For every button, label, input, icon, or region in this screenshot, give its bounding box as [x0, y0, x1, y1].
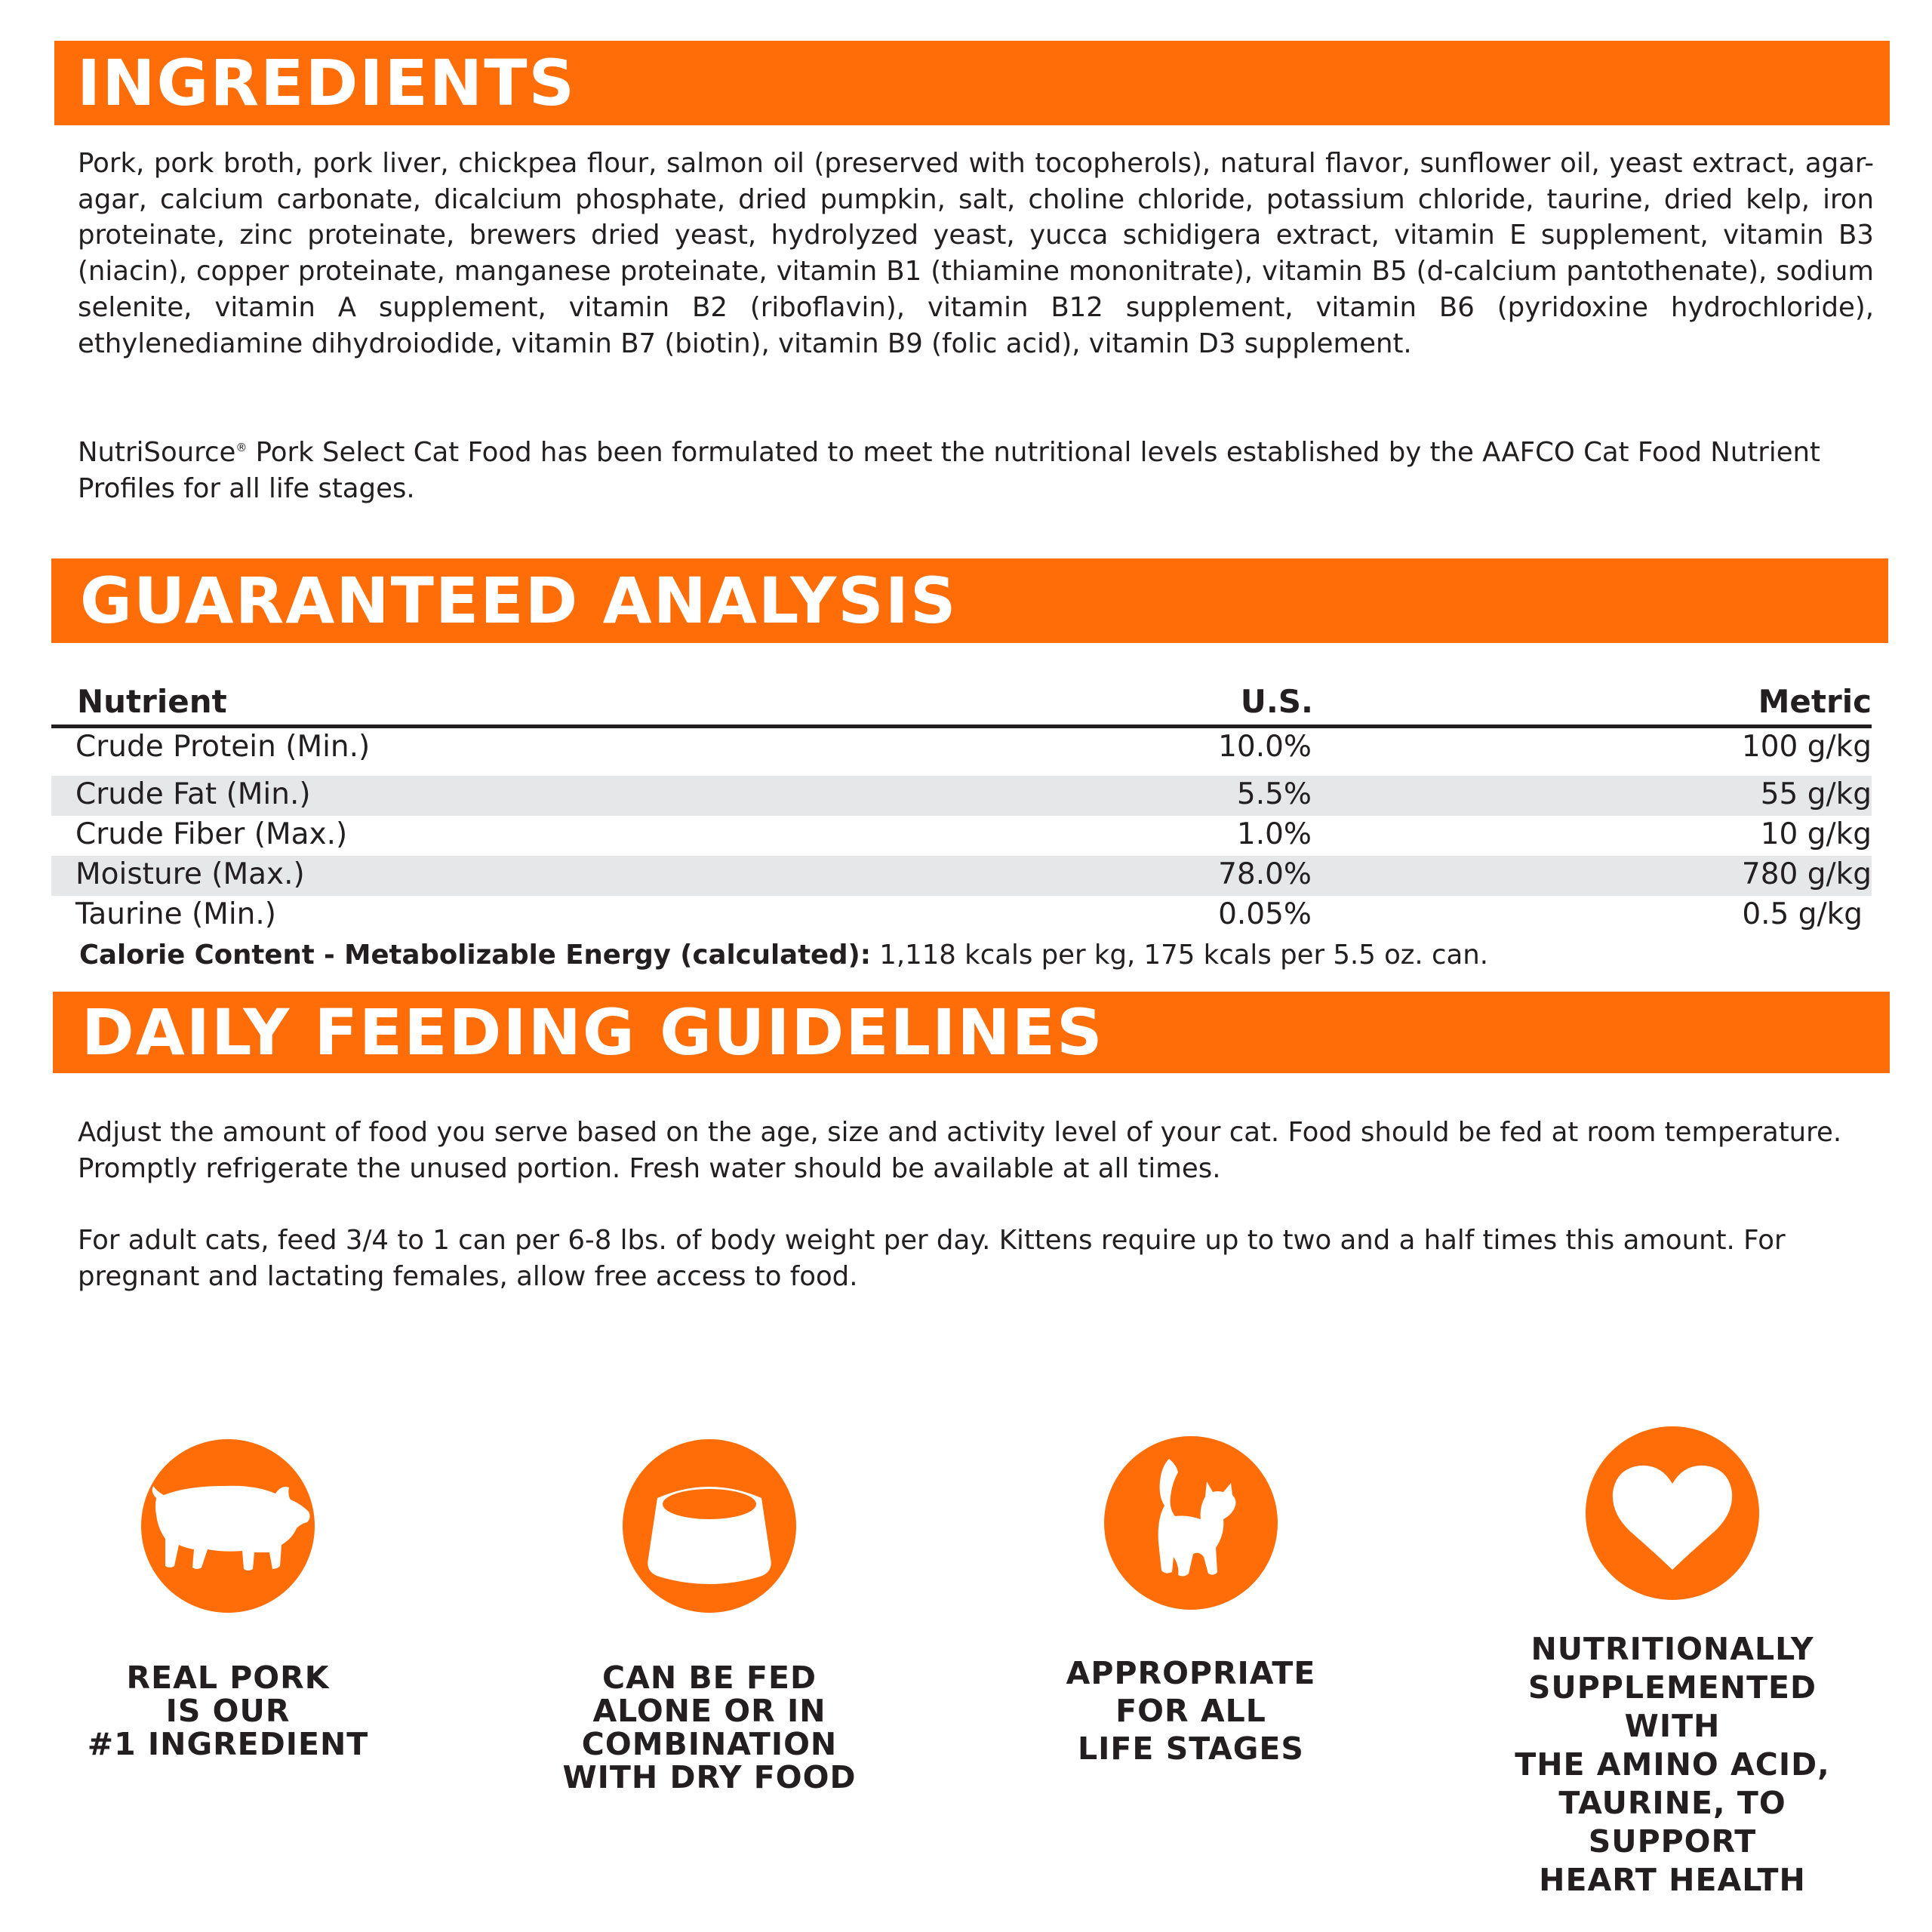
- calorie-content: [79, 940, 1488, 971]
- caption-line: WITH DRY FOOD: [562, 1759, 857, 1795]
- aafco-statement: [78, 435, 1874, 506]
- caption-line: SUPPLEMENTED WITH: [1527, 1669, 1817, 1744]
- table-row: [51, 776, 1872, 816]
- calorie-value: 1,118 kcals per kg, 175 kcals per 5.5 oz. can.: [870, 940, 1489, 971]
- column-header-nutrient: Nutrient: [77, 683, 227, 720]
- caption-line: TAURINE, TO SUPPORT: [1558, 1785, 1786, 1860]
- caption-line: REAL PORK: [126, 1660, 330, 1696]
- caption-line: ALONE OR IN: [592, 1693, 826, 1729]
- caption-line: COMBINATION: [581, 1726, 838, 1762]
- table-row: [51, 728, 1872, 768]
- metric-value-cell: 780 g/kg: [1741, 857, 1872, 891]
- feature-real-pork: [32, 1439, 424, 1761]
- feeding-heading-banner: [53, 992, 1890, 1073]
- calorie-label: Calorie Content - Metabolizable Energy (calculated):: [79, 940, 871, 971]
- ingredients-heading: INGREDIENTS: [77, 46, 577, 120]
- column-header-us: U.S.: [1240, 683, 1313, 720]
- heart-icon: [1586, 1426, 1759, 1600]
- brand-name: NutriSource: [78, 437, 236, 468]
- metric-value-cell: 10 g/kg: [1760, 817, 1872, 851]
- nutrient-cell: Taurine (Min.): [75, 897, 276, 931]
- feature-fed-alone-or-combined: [513, 1439, 906, 1794]
- ingredients-list: Pork, pork broth, pork liver, chickpea flour, salmon oil (preserved with tocopherols), natural flavor, sunflower oil, yeast extract, agar-agar, calcium carbonate, dicalcium phosphate, dried pumpkin, salt, choline chloride, potassium chloride, taurine, dried kelp, iron proteinate, zinc proteinate, brewers dried yeast, hydrolyzed yeast, yucca schidigera extract, vitamin E supplement, vitamin B3 (niacin), copper proteinate, manganese proteinate, vitamin B1 (thiamine mononitrate), vitamin B5 (d-calcium pantothenate), sodium selenite, vitamin A supplement, vitamin B2 (riboflavin), vitamin B12 supplement, vitamin B6 (pyridoxine hydrochloride), ethylenediamine dihydroiodide, vitamin B7 (biotin), vitamin B9 (folic acid), vitamin D3 supplement.: [78, 148, 1874, 359]
- feature-taurine-heart-health: [1476, 1426, 1869, 1900]
- nutrient-cell: Crude Protein (Min.): [75, 730, 371, 764]
- analysis-heading-banner: [51, 558, 1888, 643]
- caption-line: IS OUR: [165, 1693, 291, 1729]
- us-value-cell: 78.0%: [1218, 857, 1312, 891]
- table-row: [51, 816, 1872, 856]
- registered-mark: ®: [235, 441, 248, 455]
- caption-line: FOR ALL: [1115, 1693, 1266, 1729]
- caption-line: LIFE STAGES: [1078, 1730, 1304, 1767]
- table-row: [51, 896, 1872, 936]
- metric-value-cell: 55 g/kg: [1760, 777, 1872, 811]
- pig-icon: [141, 1439, 315, 1613]
- feeding-paragraph: Adjust the amount of food you serve based on the age, size and activity level of your cat. Food should be fed at room temperature. Promptly refrigerate the unused portion. Fresh water should be available at all times.: [78, 1117, 1842, 1184]
- feeding-paragraph: For adult cats, feed 3/4 to 1 can per 6-8 lbs. of body weight per day. Kittens require up to two and a half times this amount. For pregnant and lactating females, allow free access to food.: [78, 1225, 1786, 1292]
- feature-caption: [32, 1661, 424, 1761]
- caption-line: THE AMINO ACID,: [1515, 1746, 1830, 1783]
- caption-line: #1 INGREDIENT: [87, 1726, 369, 1762]
- analysis-table-header: [51, 683, 1872, 728]
- nutrient-cell: Crude Fiber (Max.): [75, 817, 348, 851]
- aafco-statement-text: Pork Select Cat Food has been formulated to meet the nutritional levels established by the AAFCO Cat Food Nutrient Profiles for all life stages.: [78, 437, 1820, 504]
- ingredients-heading-banner: [54, 41, 1890, 125]
- caption-line: NUTRITIONALLY: [1531, 1631, 1814, 1667]
- table-row: [51, 856, 1872, 896]
- feature-caption: [513, 1661, 906, 1794]
- feature-all-life-stages: [995, 1436, 1387, 1767]
- nutrient-cell: Moisture (Max.): [75, 857, 305, 891]
- nutrient-cell: Crude Fat (Min.): [75, 777, 311, 811]
- us-value-cell: 0.05%: [1218, 897, 1312, 931]
- caption-line: CAN BE FED: [602, 1660, 817, 1696]
- metric-value-cell: 100 g/kg: [1741, 730, 1872, 764]
- caption-line: APPROPRIATE: [1066, 1655, 1316, 1691]
- us-value-cell: 1.0%: [1236, 817, 1312, 851]
- analysis-heading: GUARANTEED ANALYSIS: [80, 564, 958, 638]
- us-value-cell: 10.0%: [1218, 730, 1312, 764]
- bowl-icon: [623, 1439, 796, 1613]
- feature-caption: [995, 1654, 1387, 1767]
- feature-caption: [1476, 1630, 1869, 1900]
- cat-icon: [1104, 1436, 1278, 1610]
- metric-value-cell: 0.5 g/kg: [1742, 897, 1863, 931]
- feeding-heading: DAILY FEEDING GUIDELINES: [82, 995, 1104, 1069]
- us-value-cell: 5.5%: [1236, 777, 1312, 811]
- column-header-metric: Metric: [1758, 683, 1872, 720]
- caption-line: HEART HEALTH: [1539, 1862, 1806, 1898]
